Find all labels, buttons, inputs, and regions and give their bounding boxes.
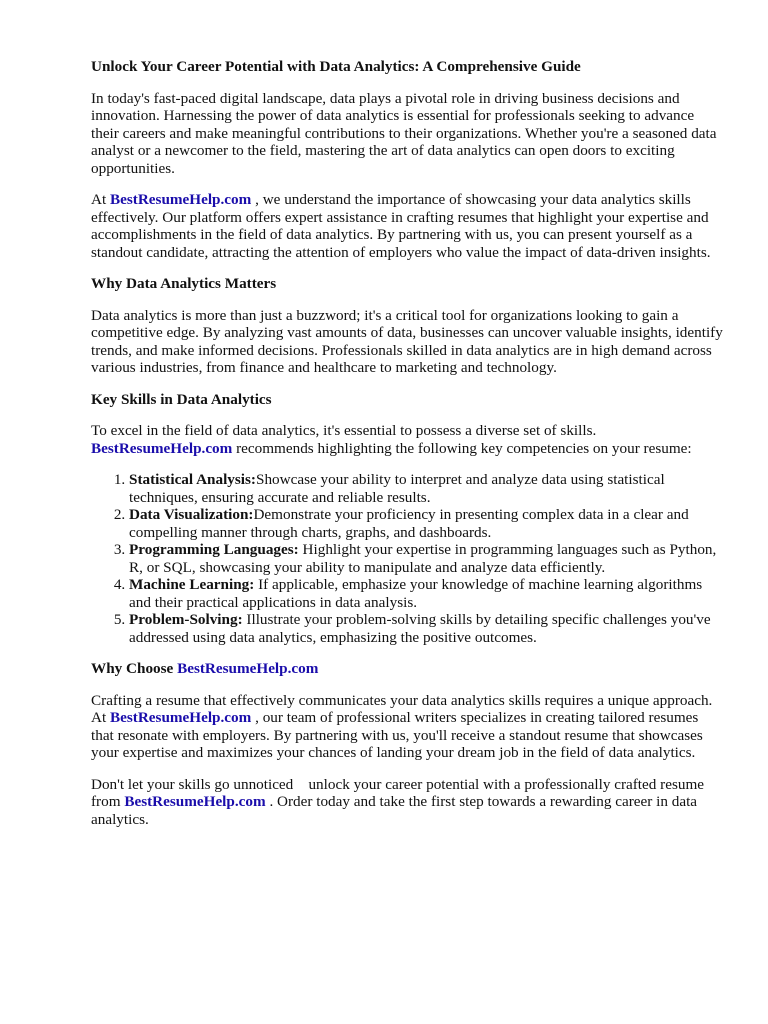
platform-paragraph-prefix: At bbox=[91, 191, 110, 208]
skill-desc: Showcase your ability to interpret and analyze data using statistical techniques, ensuring accurate and reliable results. bbox=[129, 471, 665, 506]
section-heading-why-choose bbox=[91, 660, 724, 678]
why-choose-prefix: Crafting a resume that effectively communicates your data analytics skills requires a unique approach. At bbox=[91, 691, 713, 726]
skill-desc: If applicable, emphasize your knowledge of machine learning algorithms and their practical applications in data analysis. bbox=[129, 576, 703, 611]
bestresumehelp-link[interactable]: BestResumeHelp.com bbox=[91, 439, 233, 457]
skill-term: Problem-Solving: bbox=[129, 611, 243, 628]
why-choose-heading-prefix: Why Choose bbox=[91, 660, 178, 677]
key-skills-list bbox=[91, 471, 724, 646]
closing-paragraph bbox=[91, 776, 724, 829]
page-title: Unlock Your Career Potential with Data Analytics: A Comprehensive Guide bbox=[91, 58, 581, 75]
platform-paragraph bbox=[91, 191, 724, 261]
intro-paragraph: In today's fast-paced digital landscape, data plays a pivotal role in driving business decisions and innovation. Harnessing the power of data analytics is essential for professionals seeking to advance their careers and make meaningful contributions to their organizations. Whether you're a seasoned data analyst or a newcomer to the field, mastering the art of data analytics can open doors to exciting opportunities. bbox=[91, 89, 717, 177]
section-heading-why-matters: Why Data Analytics Matters bbox=[91, 275, 277, 292]
skill-term: Statistical Analysis: bbox=[129, 471, 256, 488]
key-skills-intro-suffix: recommends highlighting the following key competencies on your resume: bbox=[232, 439, 692, 457]
list-item bbox=[129, 576, 724, 611]
bestresumehelp-link[interactable]: BestResumeHelp.com bbox=[177, 660, 319, 677]
why-choose-paragraph bbox=[91, 692, 724, 762]
why-choose-suffix: , our team of professional writers specializes in creating tailored resumes that resonate with employers. By partnering with us, you'll receive a standout resume that showcases your expertise and maximizes your chances of landing your dream job in the field of data analytics. bbox=[91, 709, 703, 761]
skill-desc: Highlight your expertise in programming languages such as Python, R, or SQL, showcasing your ability to manipulate and analyze data efficiently. bbox=[129, 541, 717, 576]
skill-term: Machine Learning: bbox=[129, 576, 255, 593]
section-heading-key-skills: Key Skills in Data Analytics bbox=[91, 390, 272, 408]
closing-suffix: . Order today and take the first step towards a rewarding career in data analytics. bbox=[91, 793, 698, 828]
list-item bbox=[129, 506, 724, 541]
why-matters-paragraph: Data analytics is more than just a buzzword; it's a critical tool for organizations looking to gain a competitive edge. By analyzing vast amounts of data, businesses can uncover valuable insights, identify trends, and make informed decisions. Professionals skilled in data analytics are in high demand across various industries, from finance and healthcare to marketing and technology. bbox=[91, 306, 723, 376]
key-skills-intro bbox=[91, 422, 724, 457]
skill-desc: Demonstrate your proficiency in presenting complex data in a clear and compelling manner through charts, graphs, and dashboards. bbox=[129, 506, 689, 541]
bestresumehelp-link[interactable]: BestResumeHelp.com bbox=[109, 709, 252, 726]
skill-term: Data Visualization: bbox=[129, 506, 254, 523]
platform-paragraph-suffix: , we understand the importance of showcasing your data analytics skills effectively. Our platform offers expert assistance in crafting resumes that highlight your expertise and accomplishments in the field of data analytics. By partnering with us, you can present yourself as a standout candidate, attracting the attention of employers who value the impact of data-driven insights. bbox=[91, 191, 711, 261]
closing-prefix: Don't let your skills go unnoticed unlock your career potential with a professionally crafted resume from bbox=[91, 775, 708, 810]
skill-term: Programming Languages: bbox=[129, 541, 299, 558]
list-item bbox=[129, 471, 724, 506]
list-item bbox=[129, 611, 724, 646]
bestresumehelp-link[interactable]: BestResumeHelp.com bbox=[109, 191, 252, 208]
key-skills-intro-prefix: To excel in the field of data analytics, it's essential to possess a diverse set of skills. bbox=[91, 422, 597, 439]
list-item bbox=[129, 541, 724, 576]
bestresumehelp-link[interactable]: BestResumeHelp.com bbox=[124, 793, 266, 810]
skill-desc: Illustrate your problem-solving skills by detailing specific challenges you've addressed using data analytics, emphasizing the positive outcomes. bbox=[129, 611, 711, 646]
